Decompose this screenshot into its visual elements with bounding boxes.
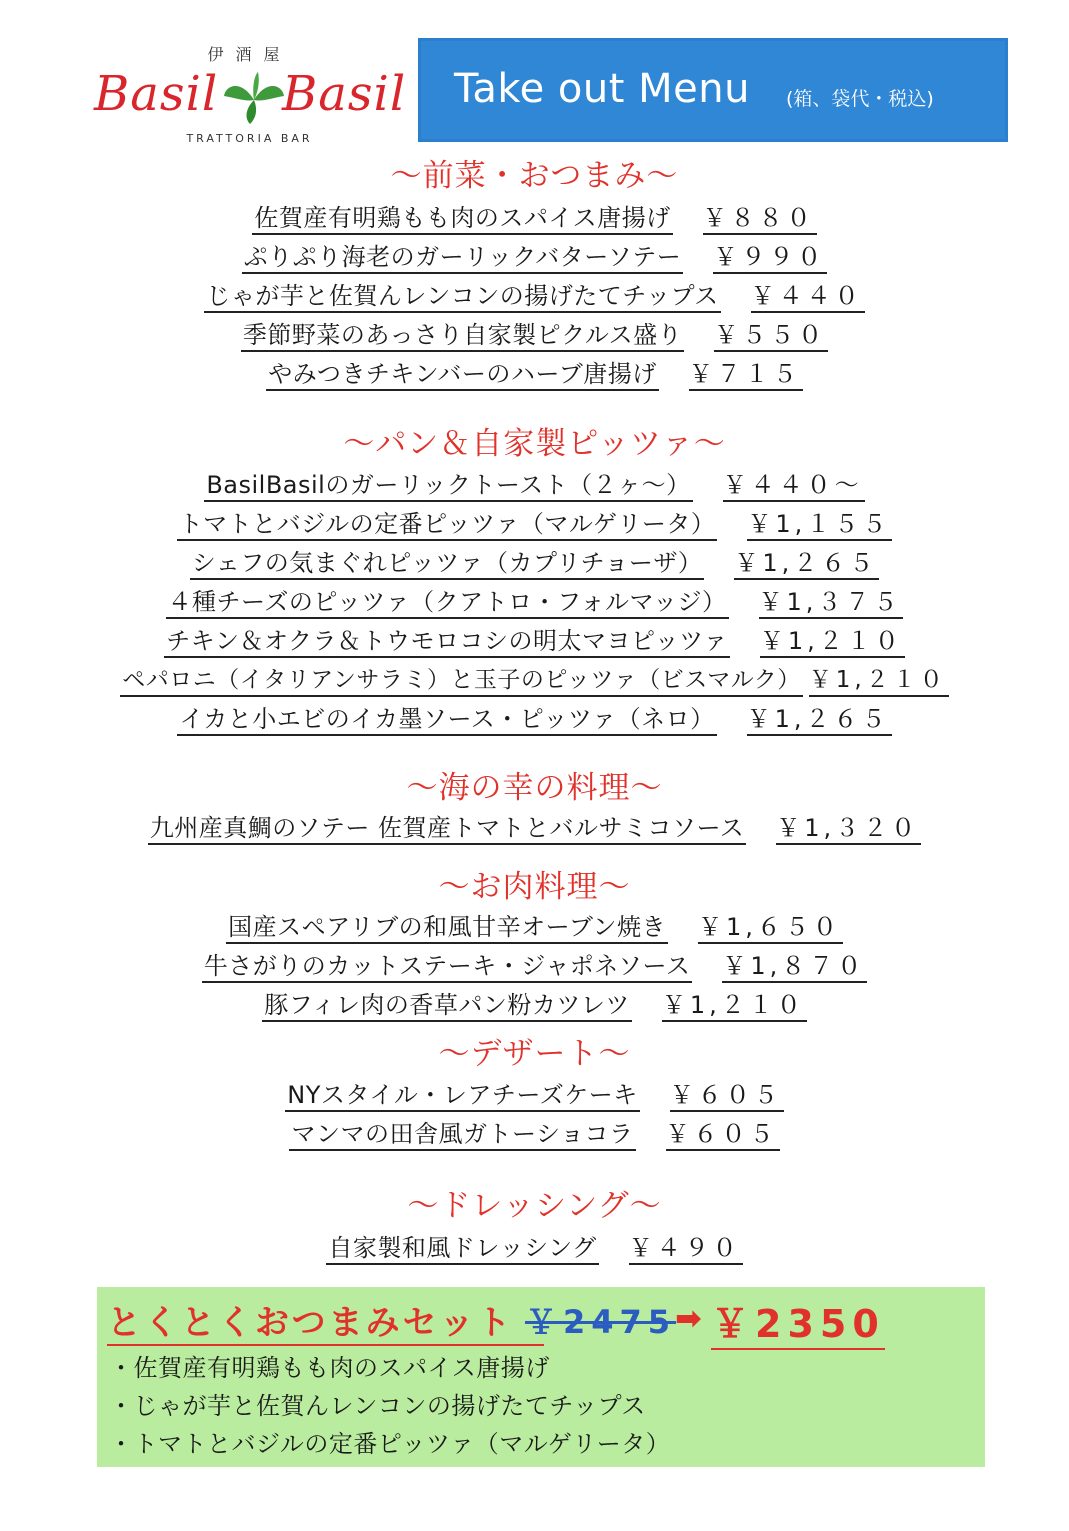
menu-item (0, 320, 1069, 352)
menu-item (0, 359, 1069, 391)
menu-title-note: (箱、袋代・税込) (786, 88, 934, 110)
menu-item-name: 国産スペアリブの和風甘辛オーブン焼き (226, 912, 668, 944)
menu-title-banner (418, 38, 1008, 142)
promo-item: ・トマトとバジルの定番ピッツァ（マルゲリータ） (109, 1430, 671, 1458)
menu-item (0, 665, 1069, 697)
promo-title: とくとくおつまみセット (107, 1295, 544, 1346)
menu-item-price: ￥４９０ (629, 1233, 743, 1265)
menu-item (0, 912, 1069, 944)
menu-item-name: ペパロニ（イタリアンサラミ）と玉子のピッツァ（ビスマルク） (120, 665, 803, 697)
section-title-seafood: ～海の幸の料理～ (406, 770, 663, 806)
promo-item-list (109, 1349, 670, 1463)
menu-item-price: ￥1,８７０ (722, 951, 867, 983)
menu-item (0, 242, 1069, 274)
menu-item-name: 牛さがりのカットステーキ・ジャポネソース (202, 951, 693, 983)
menu-item (0, 470, 1069, 502)
menu-item-name: じゃが芋と佐賀んレンコンの揚げたてチップス (204, 281, 720, 313)
promo-item: ・佐賀産有明鶏もも肉のスパイス唐揚げ (109, 1354, 550, 1382)
menu-item-name: 佐賀産有明鶏もも肉のスパイス唐揚げ (252, 203, 672, 235)
menu-item-price: ￥４４０～ (723, 470, 865, 502)
menu-item-name: トマトとバジルの定番ピッツァ（マルゲリータ） (177, 509, 718, 541)
menu-item-price: ￥1,１５５ (747, 509, 892, 541)
basil-leaf-icon (222, 70, 286, 126)
menu-item-price: ￥６０５ (666, 1119, 780, 1151)
promo-set-box (97, 1287, 985, 1467)
menu-item-name: ４種チーズのピッツァ（クアトロ・フォルマッジ） (166, 587, 729, 619)
menu-item-price: ￥６０５ (670, 1080, 784, 1112)
menu-item-price: ￥1,２１０ (760, 626, 905, 658)
menu-item (0, 1080, 1069, 1112)
menu-item-price: ￥1,３２０ (776, 813, 921, 845)
menu-item-price: ￥９９０ (713, 242, 827, 274)
right-arrow-icon: ➡ (675, 1299, 702, 1337)
menu-item (0, 704, 1069, 736)
menu-item (0, 548, 1069, 580)
menu-item-name: やみつきチキンバーのハーブ唐揚げ (266, 359, 658, 391)
menu-item-name: 自家製和風ドレッシング (326, 1233, 598, 1265)
menu-item (0, 1119, 1069, 1151)
menu-item (0, 281, 1069, 313)
menu-item-name: 九州産真鯛のソテー 佐賀産トマトとバルサミコソース (148, 813, 746, 845)
menu-title: Take out Menu (454, 66, 750, 112)
menu-item (0, 509, 1069, 541)
menu-item (0, 626, 1069, 658)
menu-item (0, 587, 1069, 619)
menu-item-price: ￥７１５ (689, 359, 803, 391)
section-title-meat: ～お肉料理～ (438, 869, 631, 905)
section-title-pizza: ～パン＆自家製ピッツァ～ (343, 426, 726, 462)
menu-item-price: ￥４４０ (751, 281, 865, 313)
promo-item: ・じゃが芋と佐賀んレンコンの揚げたてチップス (109, 1392, 646, 1420)
menu-item-name: チキン＆オクラ＆トウモロコシの明太マヨピッツァ (164, 626, 730, 658)
section-title-appetizers: ～前菜・おつまみ～ (390, 158, 679, 194)
logo-word-left: Basil (94, 66, 219, 122)
logo-top-text: 伊酒屋 (207, 45, 292, 64)
menu-item-name: シェフの気まぐれピッツァ（カプリチョーザ） (190, 548, 705, 580)
menu-item-price: ￥1,６５０ (698, 912, 843, 944)
menu-item-price: ￥1,２１０ (662, 990, 807, 1022)
menu-item-name: BasilBasilのガーリックトースト（２ヶ～） (204, 470, 692, 502)
menu-item-price: ￥1,２６５ (734, 548, 879, 580)
menu-item-price: ￥1,２１０ (809, 665, 949, 697)
menu-item-price: ￥５５０ (714, 320, 828, 352)
menu-item (0, 990, 1069, 1022)
section-title-dessert: ～デザート～ (438, 1036, 631, 1072)
promo-old-price: ￥2475 (525, 1303, 677, 1341)
menu-item-price: ￥1,２６５ (747, 704, 892, 736)
menu-item-price: ￥1,３７５ (759, 587, 904, 619)
promo-new-price: ￥2350 (711, 1293, 885, 1350)
logo-subtitle: TRATTORIA BAR (186, 132, 313, 145)
section-title-dressing: ～ドレッシング～ (407, 1188, 662, 1224)
menu-item (0, 203, 1069, 235)
menu-item-name: 季節野菜のあっさり自家製ピクルス盛り (241, 320, 684, 352)
menu-item-price: ￥８８０ (703, 203, 817, 235)
menu-item-name: NYスタイル・レアチーズケーキ (285, 1080, 639, 1112)
menu-item (0, 1233, 1069, 1265)
restaurant-logo (92, 40, 412, 150)
menu-item-name: イカと小エビのイカ墨ソース・ピッツァ（ネロ） (177, 704, 716, 736)
menu-item (0, 813, 1069, 845)
menu-item (0, 951, 1069, 983)
menu-item-name: ぷりぷり海老のガーリックバターソテー (242, 242, 684, 274)
logo-word-right: Basil (282, 66, 407, 122)
menu-item-name: マンマの田舎風ガトーショコラ (289, 1119, 635, 1151)
menu-item-name: 豚フィレ肉の香草パン粉カツレツ (262, 990, 632, 1022)
